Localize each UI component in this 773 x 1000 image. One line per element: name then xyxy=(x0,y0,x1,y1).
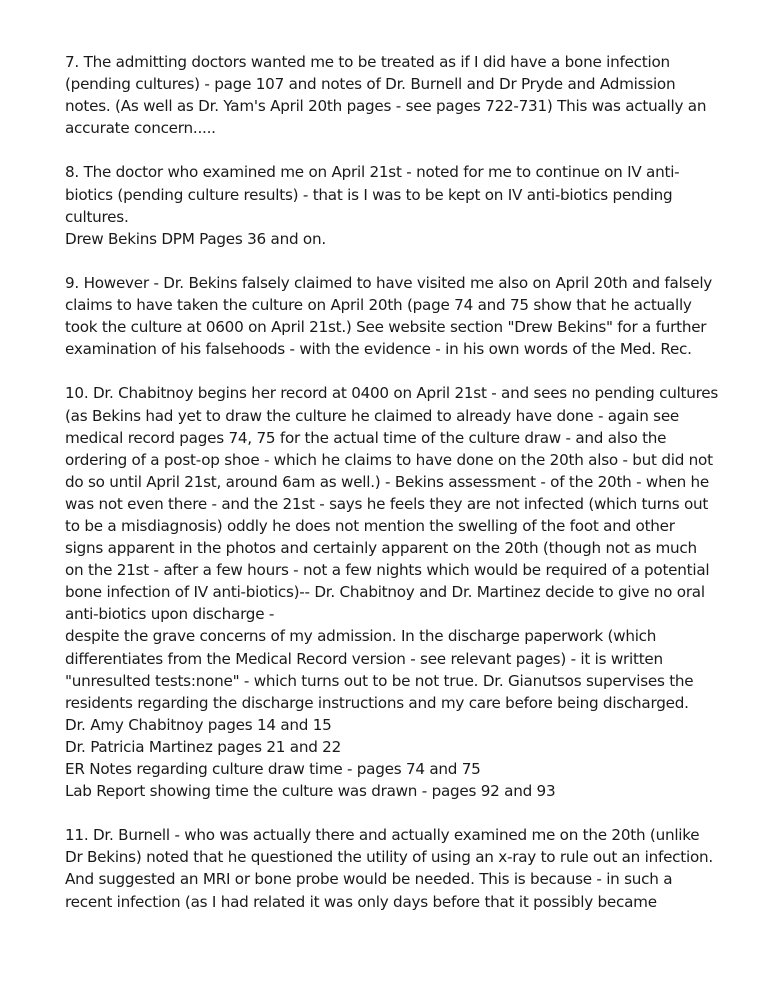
text-line: Lab Report showing time the culture was drawn - pages 92 and 93 xyxy=(65,782,556,801)
text-line: took the culture at 0600 on April 21st.) See website section "Drew Bekins" for a further xyxy=(65,318,707,337)
text-line: examination of his falsehoods - with the evidence - in his own words of the Med. Rec. xyxy=(65,340,692,359)
text-line: (pending cultures) - page 107 and notes of Dr. Burnell and Dr Pryde and Admission xyxy=(65,75,676,94)
text-line: Dr. Patricia Martinez pages 21 and 22 xyxy=(65,737,342,756)
text-line: biotics (pending culture results) - that is I was to be kept on IV anti-biotics pending xyxy=(65,185,673,204)
text-line: And suggested an MRI or bone probe would be needed. This is because - in such a xyxy=(65,870,673,889)
paragraph-5 xyxy=(65,824,765,912)
text-line: 11. Dr. Burnell - who was actually there and actually examined me on the 20th (unlike xyxy=(65,826,700,845)
text-line: 7. The admitting doctors wanted me to be treated as if I did have a bone infection xyxy=(65,53,670,71)
paragraph-4 xyxy=(65,382,765,802)
text-line: signs apparent in the photos and certainly apparent on the 20th (though not as much xyxy=(65,539,697,558)
text-line: do so until April 21st, around 6am as well.) - Bekins assessment - of the 20th - when he xyxy=(65,472,709,491)
document-body xyxy=(65,51,765,935)
text-line: despite the grave concerns of my admission. In the discharge paperwork (which xyxy=(65,627,657,646)
text-line: 10. Dr. Chabitnoy begins her record at 0400 on April 21st - and sees no pending cultures xyxy=(65,384,719,403)
text-line: on the 21st - after a few hours - not a few nights which would be required of a potential xyxy=(65,561,710,580)
text-line: differentiates from the Medical Record version - see relevant pages) - it is written xyxy=(65,649,663,668)
text-line: ordering of a post-op shoe - which he claims to have done on the 20th also - but did not xyxy=(65,450,713,469)
text-line: Dr Bekins) noted that he questioned the utility of using an x-ray to rule out an infection. xyxy=(65,848,713,867)
text-line: claims to have taken the culture on April 20th (page 74 and 75 show that he actually xyxy=(65,296,692,315)
text-line: was not even there - and the 21st - says he feels they are not infected (which turns out xyxy=(65,494,709,513)
text-line: bone infection of IV anti-biotics)-- Dr. Chabitnoy and Dr. Martinez decide to give no oral xyxy=(65,583,705,602)
text-line: "unresulted tests:none" - which turns out to be not true. Dr. Gianutsos supervises the xyxy=(65,671,694,690)
text-line: 9. However - Dr. Bekins falsely claimed to have visited me also on April 20th and falsely xyxy=(65,273,713,292)
paragraph-2 xyxy=(65,161,765,249)
paragraph-1 xyxy=(65,51,765,139)
text-line: to be a misdiagnosis) oddly he does not mention the swelling of the foot and other xyxy=(65,516,675,535)
text-line: ER Notes regarding culture draw time - pages 74 and 75 xyxy=(65,760,481,778)
text-line: anti-biotics upon discharge - xyxy=(65,605,275,624)
paragraph-3 xyxy=(65,272,765,360)
text-line: Drew Bekins DPM Pages 36 and on. xyxy=(65,229,326,248)
text-line: Dr. Amy Chabitnoy pages 14 and 15 xyxy=(65,715,332,734)
text-line: medical record pages 74, 75 for the actual time of the culture draw - and also the xyxy=(65,428,667,447)
text-line: 8. The doctor who examined me on April 21st - noted for me to continue on IV anti- xyxy=(65,163,680,182)
text-line: cultures. xyxy=(65,207,129,226)
text-line: notes. (As well as Dr. Yam's April 20th pages - see pages 722-731) This was actually an xyxy=(65,97,707,116)
text-line: (as Bekins had yet to draw the culture he claimed to already have done - again see xyxy=(65,406,680,425)
text-line: accurate concern..... xyxy=(65,119,216,138)
text-line: recent infection (as I had related it was only days before that it possibly became xyxy=(65,892,657,911)
text-line: residents regarding the discharge instructions and my care before being discharged. xyxy=(65,693,689,712)
